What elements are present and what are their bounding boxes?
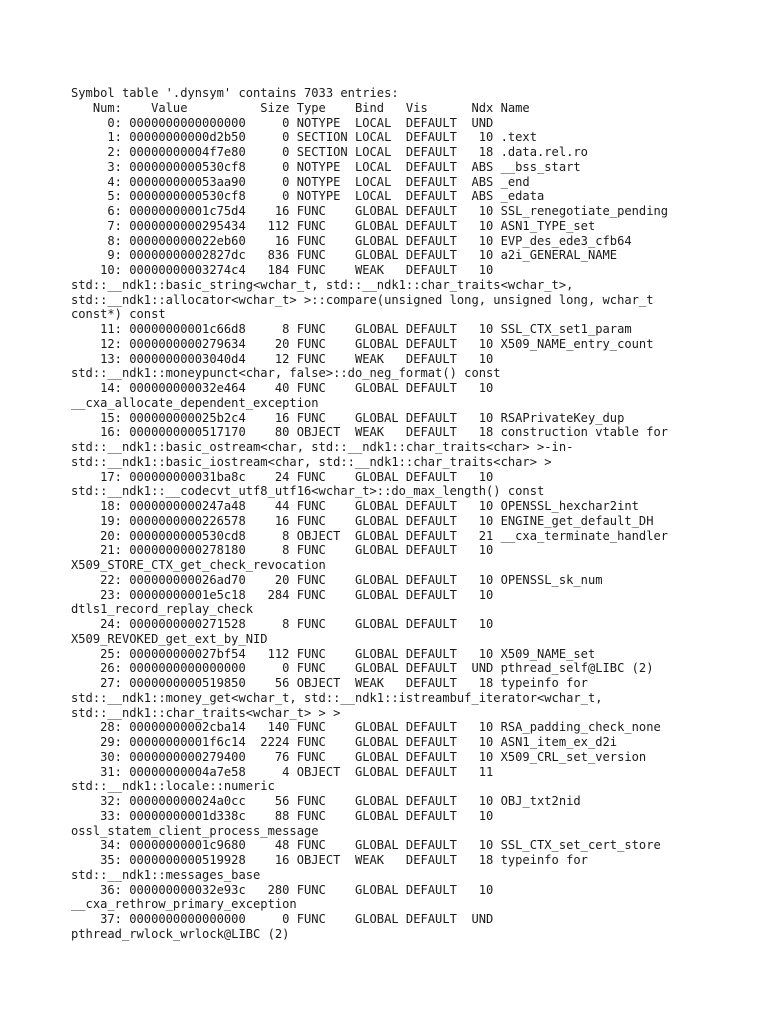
table-row: 20: 0000000000530cd8 8 OBJECT GLOBAL DEFAULT 21 __cxa_terminate_handler [71, 528, 669, 543]
table-row: 15: 000000000025b2c4 16 FUNC GLOBAL DEFAULT 10 RSAPrivateKey_dup [71, 410, 625, 425]
table-row: std::__ndk1::basic_ostream<char, std::__ndk1::char_traits<char> >-in- [71, 440, 574, 454]
table-row: 23: 00000000001e5c18 284 FUNC GLOBAL DEFAULT 10 [71, 587, 494, 602]
table-row: 6: 00000000001c75d4 16 FUNC GLOBAL DEFAULT 10 SSL_renegotiate_pending [71, 204, 669, 218]
table-row: 2: 00000000004f7e80 0 SECTION LOCAL DEFAULT 18 .data.rel.ro [71, 145, 588, 159]
table-row: 17: 000000000031ba8c 24 FUNC GLOBAL DEFAULT 10 [71, 469, 494, 484]
table-row: std::__ndk1::locale::numeric [71, 779, 275, 794]
table-row: 34: 00000000001c9680 48 FUNC GLOBAL DEFAULT 10 SSL_CTX_set_cert_store [71, 838, 661, 853]
table-row: 1: 00000000000d2b50 0 SECTION LOCAL DEFAULT 10 .text [71, 130, 537, 145]
column-header-row: Num: Value Size Type Bind Vis Ndx Name [71, 100, 530, 115]
table-row: X509_STORE_CTX_get_check_revocation [71, 558, 326, 572]
table-row: 28: 00000000002cba14 140 FUNC GLOBAL DEFAULT 10 RSA_padding_check_none [71, 720, 661, 735]
table-row: 11: 00000000001c66d8 8 FUNC GLOBAL DEFAULT 10 SSL_CTX_set1_param [71, 322, 632, 336]
table-row: 10: 00000000003274c4 184 FUNC WEAK DEFAULT 10 [71, 263, 494, 277]
table-row: std::__ndk1::money_get<wchar_t, std::__ndk1::istreambuf_iterator<wchar_t, [71, 690, 603, 705]
table-row: 27: 0000000000519850 56 OBJECT WEAK DEFAULT 18 typeinfo for [71, 676, 588, 690]
table-row: 7: 0000000000295434 112 FUNC GLOBAL DEFAULT 10 ASN1_TYPE_set [71, 218, 596, 233]
table-row: 37: 0000000000000000 0 FUNC GLOBAL DEFAULT UND [71, 912, 494, 926]
table-row: 21: 0000000000278180 8 FUNC GLOBAL DEFAULT 10 [71, 543, 494, 558]
table-row: 33: 00000000001d338c 88 FUNC GLOBAL DEFAULT 10 [71, 808, 494, 823]
table-row: 30: 0000000000279400 76 FUNC GLOBAL DEFAULT 10 X509_CRL_set_version [71, 749, 647, 764]
table-row: __cxa_allocate_dependent_exception [71, 395, 319, 410]
table-row: X509_REVOKED_get_ext_by_NID [71, 631, 268, 646]
table-row: 25: 000000000027bf54 112 FUNC GLOBAL DEFAULT 10 X509_NAME_set [71, 646, 596, 661]
table-row: 18: 0000000000247a48 44 FUNC GLOBAL DEFAULT 10 OPENSSL_hexchar2int [71, 499, 639, 513]
table-row: ossl_statem_client_process_message [71, 823, 319, 838]
table-row: 8: 000000000022eb60 16 FUNC GLOBAL DEFAULT 10 EVP_des_ede3_cfb64 [71, 233, 632, 248]
table-row: 24: 0000000000271528 8 FUNC GLOBAL DEFAULT 10 [71, 617, 494, 631]
table-row: 22: 000000000026ad70 20 FUNC GLOBAL DEFAULT 10 OPENSSL_sk_num [71, 572, 603, 587]
table-row: 26: 0000000000000000 0 FUNC GLOBAL DEFAULT UND pthread_self@LIBC (2) [71, 661, 654, 676]
table-row: 36: 000000000032e93c 280 FUNC GLOBAL DEFAULT 10 [71, 882, 494, 897]
table-row: __cxa_rethrow_primary_exception [71, 897, 297, 912]
table-row: const*) const [71, 307, 166, 322]
table-row: dtls1_record_replay_check [71, 602, 254, 617]
table-row: 0: 0000000000000000 0 NOTYPE LOCAL DEFAULT UND [71, 115, 494, 130]
table-row: std::__ndk1::messages_base [71, 867, 261, 882]
table-row: 35: 0000000000519928 16 OBJECT WEAK DEFAULT 18 typeinfo for [71, 853, 588, 867]
table-row: 32: 000000000024a0cc 56 FUNC GLOBAL DEFAULT 10 OBJ_txt2nid [71, 794, 581, 808]
table-row: 4: 000000000053aa90 0 NOTYPE LOCAL DEFAULT ABS _end [71, 174, 530, 189]
table-row: std::__ndk1::basic_string<wchar_t, std::__ndk1::char_traits<wchar_t>, [71, 277, 574, 292]
table-row: 16: 0000000000517170 80 OBJECT WEAK DEFAULT 18 construction vtable for [71, 425, 669, 440]
table-row: std::__ndk1::__codecvt_utf8_utf16<wchar_t>::do_max_length() const [71, 484, 545, 499]
table-row: 3: 0000000000530cf8 0 NOTYPE LOCAL DEFAULT ABS __bss_start [71, 159, 581, 174]
table-row: 19: 0000000000226578 16 FUNC GLOBAL DEFAULT 10 ENGINE_get_default_DH [71, 513, 654, 528]
table-row: 9: 00000000002827dc 836 FUNC GLOBAL DEFAULT 10 a2i_GENERAL_NAME [71, 248, 618, 263]
table-row: std::__ndk1::allocator<wchar_t> >::compare(unsigned long, unsigned long, wchar_t [71, 292, 654, 307]
table-heading: Symbol table '.dynsym' contains 7033 entries: [71, 86, 399, 100]
table-row: pthread_rwlock_wrlock@LIBC (2) [71, 926, 290, 941]
table-row: 12: 0000000000279634 20 FUNC GLOBAL DEFAULT 10 X509_NAME_entry_count [71, 336, 654, 351]
table-row: 29: 00000000001f6c14 2224 FUNC GLOBAL DEFAULT 10 ASN1_item_ex_d2i [71, 735, 618, 749]
symbol-table-document [71, 86, 761, 942]
table-row: std::__ndk1::basic_iostream<char, std::__ndk1::char_traits<char> > [71, 454, 552, 469]
table-row: 14: 000000000032e464 40 FUNC GLOBAL DEFAULT 10 [71, 381, 494, 395]
table-row: 13: 00000000003040d4 12 FUNC WEAK DEFAULT 10 [71, 351, 494, 366]
table-row: std::__ndk1::moneypunct<char, false>::do_neg_format() const [71, 366, 501, 381]
table-row: std::__ndk1::char_traits<wchar_t> > > [71, 705, 341, 720]
symbol-table-lines [71, 86, 761, 942]
table-row: 31: 00000000004a7e58 4 OBJECT GLOBAL DEFAULT 11 [71, 764, 494, 779]
table-row: 5: 0000000000530cf8 0 NOTYPE LOCAL DEFAULT ABS _edata [71, 189, 545, 204]
